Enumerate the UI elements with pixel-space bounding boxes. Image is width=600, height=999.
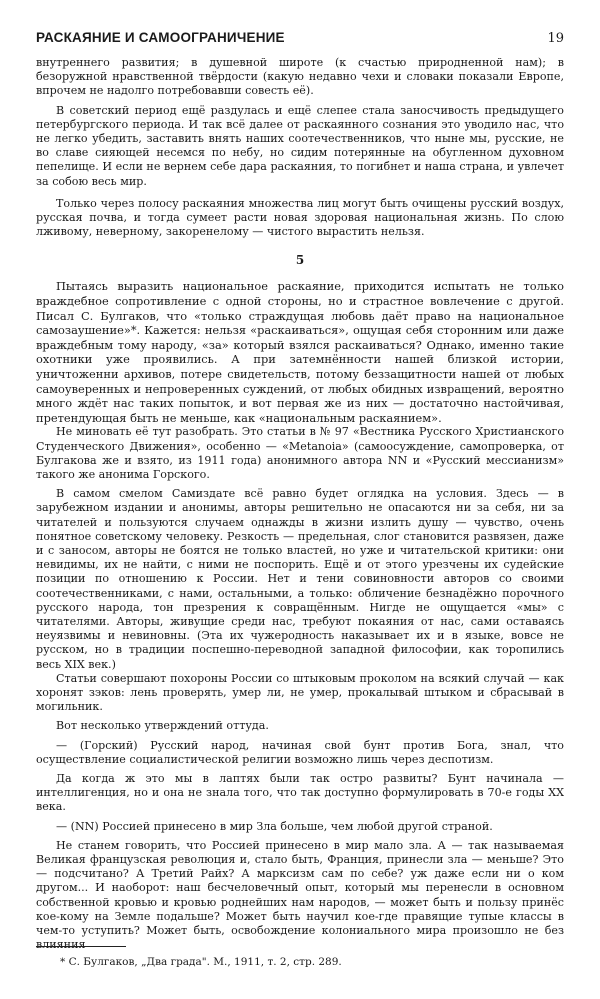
paragraph: Не станем говорить, что Россией принесено в мир мало зла. А — так называемая Великая французская революция и, стало быть, Франция, принесли зла — меньше? Это — подсчитано? А Третий Райх? А марксизм сам по себе? уж даже если ни о ком другом... И наоборот: наш бесчеловечный опыт, который мы перенесли в основном собственной кровью и кровью роднейших нам народов, — может быть и пользу принёс кое-кому на Земле подальше? Может быть научил кое-где правящие тупые классы в чем-то уступить? Может быть, освобождение колониального мира произошло не без влияния [36,838,564,952]
paragraph: внутреннего развития; в душевной широте (к счастью природненной нам); в безоружной нравственной твёрдости (какую недавно чехи и словаки показали Европе, впрочем не надолго потребовавши совесть её). [36,56,564,98]
page-body [36,56,564,952]
paragraph: Только через полосу раскаяния множества лиц могут быть очищены русский воздух, русская почва, и тогда сумеет расти новая здоровая национальная жизнь. По слою лживому, неверному, закоренелому — чистого вырастить нельзя. [36,196,564,239]
page-number: 19 [547,31,564,46]
footnote: * С. Булгаков, „Два града". М., 1911, т. 2, стр. 289. [60,956,342,968]
section-number: 5 [295,253,305,268]
running-header [36,30,564,56]
paragraph: В советский период ещё раздулась и ещё слепее стала заносчивость предыдущего петербургского периода. И так всё далее от раскаянного сознания это уводило нас, что не легко убедить, заставить внять наших соотечественников, что ныне мы, русские, не во славе сияющей несемся по небу, но сидим потерянные на обугленном духовном пепелище. И если не вернем себе дара раскаяния, то погибнет и наша страна, и увлечет за собою весь мир. [36,103,564,188]
running-title: РАСКАЯНИЕ И САМООГРАНИЧЕНИЕ [36,30,285,45]
paragraph: В самом смелом Самиздате всё равно будет оглядка на условия. Здесь — в зарубежном издании и анонимы, авторы решительно не опасаются ни за себя, ни за читателей и пользуются случаем однажды в жизни излить душу — чувство, очень понятное советскому человеку. Резкость — предельная, слог становится развязен, даже и с заносом, авторы не боятся не только властей, но уже и читательской критики: они невидимы, их не найти, с ними не поспорить. Ещё и от этого урезчены их судейские позиции по отношению к России. Нет и тени совиновности авторов со своими соотечественниками, с нами, остальными, а только: обличение безнадёжно порочного русского народа, тон презрения к совращённым. Нигде не ощущается «мы» с читателями. Авторы, живущие среди нас, требуют покаяния от нас, сами оставаясь неуязвимы и невиновны. (Эта их чужеродность наказывает их и в языке, вовсе не русском, но в традиции поспешно-переводной западной философии, как торопились весь XIX век.) [36,487,564,671]
paragraph: Пытаясь выразить национальное раскаяние, приходится испытать не только враждебное сопротивление с одной стороны, но и страстное вовлечение с другой. Писал С. Булгаков, что «только страждущая любовь даёт право на национальное самозаушение»*. Кажется: нельзя «раскаиваться», ощущая себя сторонним или даже враждебным тому народу, «за» который взялся раскаиваться? Однако, именно такие охотники уже проявились. А при затемнённости нашей близкой истории, уничтоженни архивов, потере свидетельств, потому беззащитности нашей от любых самоуверенных и непроверенных суждений, от любых обидных извращений, вероятно много ждёт нас таких попыток, и вот первая же из них — достаточно настойчивая, претендующая быть не меньше, как «национальным раскаянием». [36,279,564,425]
paragraph: Не миновать её тут разобрать. Это статьи в № 97 «Вестника Русского Христианского Студенческого Движения», особенно — «Metanoia» (самоосуждение, самопроверка, от Булгакова же и взято, из 1911 года) анонимного автора NN и «Русский мессианизм» такого же анонима Горского. [36,425,564,481]
quoted-claim: — (Горский) Русский народ, начиная свой бунт против Бога, знал, что осуществление социалистической религии возможно лишь через деспотизм. [36,738,564,766]
paragraph: Да когда ж это мы в лаптях были так остро развиты? Бунт начинала — интеллигенция, но и она не знала того, что так доступно формулировать в 70-е годы XX века. [36,772,564,814]
footnote-divider [36,946,126,947]
quoted-claim: — (NN) Россией принесено в мир Зла больше, чем любой другой страной. [56,819,493,833]
paragraph: Вот несколько утверждений оттуда. [56,719,269,733]
paragraph: Статьи совершают похороны России со штыковым проколом на всякий случай — как хоронят зэков: лень проверять, умер ли, не умер, прокалывай штыком и сбрасывай в могильник. [36,671,564,714]
